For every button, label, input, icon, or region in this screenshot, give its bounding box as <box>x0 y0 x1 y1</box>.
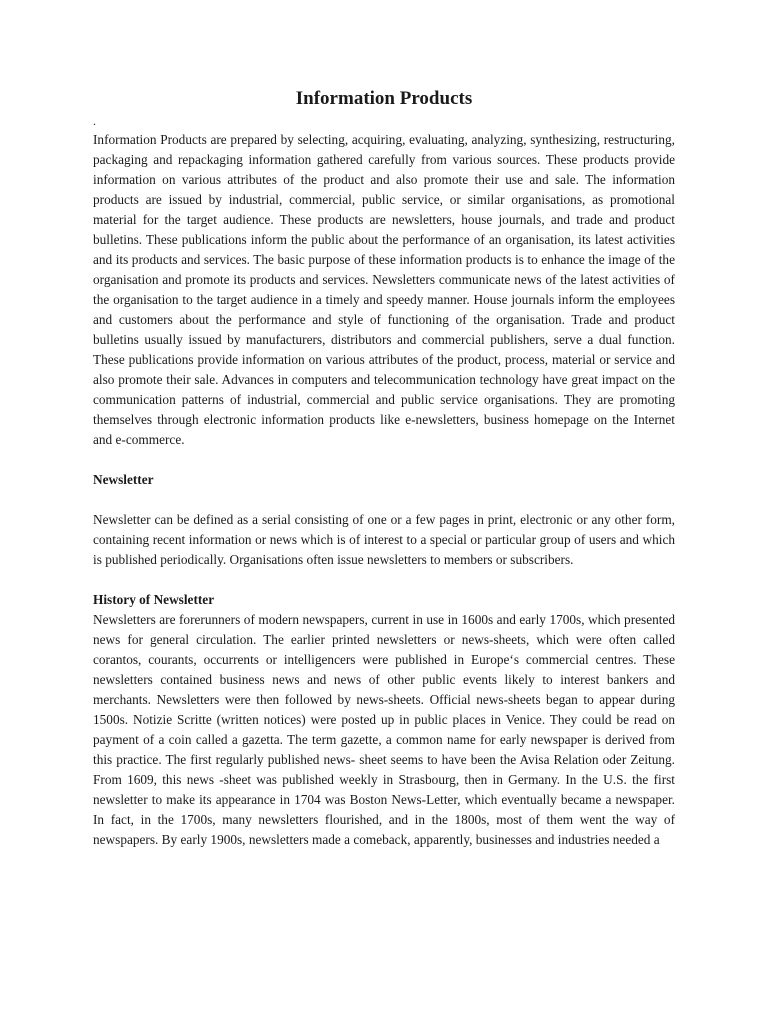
spacer <box>93 450 675 470</box>
spacer <box>93 490 675 510</box>
history-heading: History of Newsletter <box>93 592 215 607</box>
document-page <box>93 88 675 850</box>
page-title: Information Products <box>295 88 473 109</box>
history-paragraph: Newsletters are forerunners of modern newspapers, current in use in 1600s and early 1700s, which presented news for general circulation. The earlier printed newsletters or news-sheets, which were often called corantos, courants, occurrents or intelligencers were published in Europe‘s commercial centres. These newsletters contained business news and news of other public events likely to interest bankers and merchants. Newsletters were then followed by news-sheets. Official news-sheets began to appear during 1500s. Notizie Scritte (written notices) were posted up in public places in Venice. They could be read on payment of a coin called a gazetta. The term gazette, a common name for early newspaper is derived from this practice. The first regularly published news- sheet seems to have been the Avisa Relation oder Zeitung. From 1609, this news -sheet was published weekly in Strasbourg, then in Germany. In the U.S. the first newsletter to make its appearance in 1704 was Boston News-Letter, which eventually became a newspaper. In fact, in the 1700s, many newsletters flourished, and in the 1800s, most of them went the way of newspapers. By early 1900s, newsletters made a comeback, apparently, businesses and industries needed a <box>93 612 675 847</box>
newsletter-heading: Newsletter <box>93 472 154 487</box>
newsletter-paragraph: Newsletter can be defined as a serial consisting of one or a few pages in print, electronic or any other form, containing recent information or news which is of interest to a special or particular group of users and which is published periodically. Organisations often issue newsletters to members or subscribers. <box>93 512 675 567</box>
intro-paragraph: Information Products are prepared by selecting, acquiring, evaluating, analyzing, synthesizing, restructuring, packaging and repackaging information gathered carefully from various sources. These products provide information on various attributes of the product and also promote their use and sale. The information products are issued by industrial, commercial, public service, or similar organisations, as promotional material for the target audience. These products are newsletters, house journals, and trade and product bulletins. These publications inform the public about the performance of an organisation, its latest activities and its products and services. The basic purpose of these information products is to enhance the image of the organisation and promote its products and services. Newsletters communicate news of the latest activities of the organisation to the target audience in a timely and speedy manner. House journals inform the employees and customers about the performance and style of functioning of the organisation. Trade and product bulletins usually issued by manufacturers, distributors and commercial publishers, serve a dual function. These publications provide information on various attributes of the product, process, material or service and also promote their sale. Advances in computers and telecommunication technology have great impact on the communication patterns of industrial, commercial and public service organisations. They are promoting themselves through electronic information products like e-newsletters, business homepage on the Internet and e-commerce. <box>93 132 675 447</box>
spacer <box>93 570 675 590</box>
stray-dot: . <box>93 114 96 128</box>
